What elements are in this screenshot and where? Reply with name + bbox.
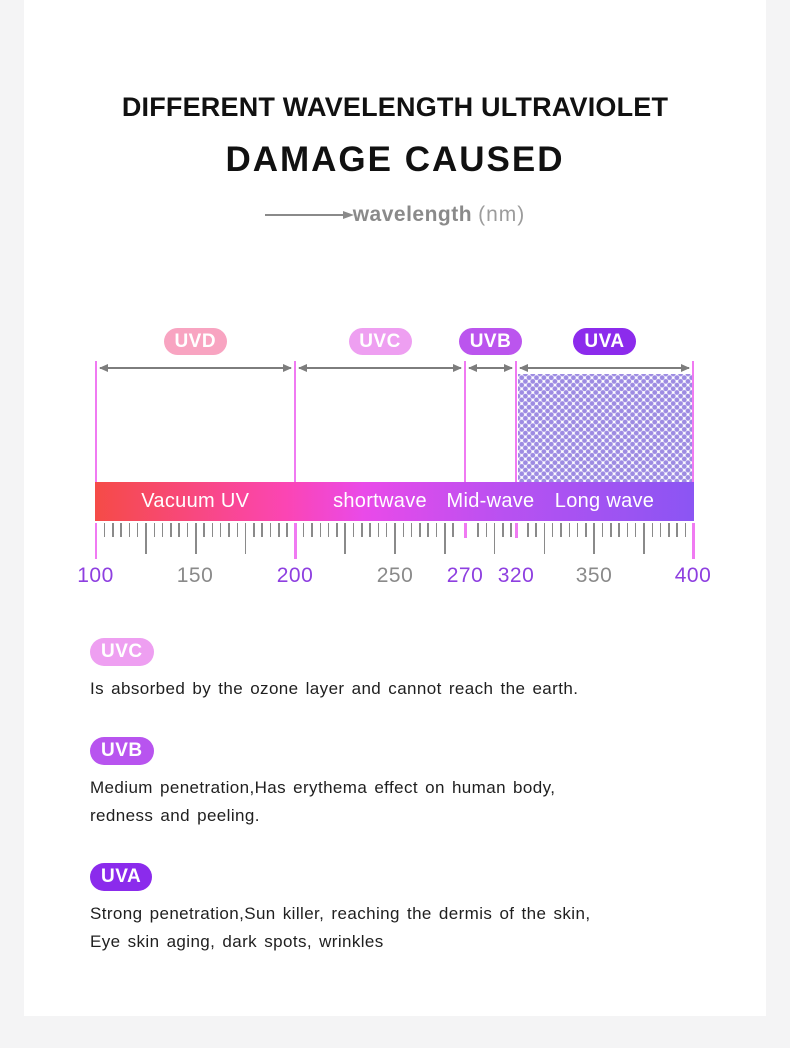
tick-label-270: 270 — [446, 564, 484, 587]
ruler-tick — [668, 523, 670, 537]
ruler-tick — [427, 523, 429, 537]
ruler-tick-100 — [95, 523, 98, 559]
range-arrow-uva — [520, 367, 689, 369]
ruler-tick — [652, 523, 654, 537]
ruler-tick — [336, 523, 338, 537]
ruler-tick — [162, 523, 164, 537]
tick-label-150: 150 — [176, 564, 214, 587]
ruler-tick — [602, 523, 604, 537]
ruler-tick — [560, 523, 562, 537]
ruler-tick — [344, 523, 346, 554]
ruler-tick — [593, 523, 595, 554]
ruler-tick — [278, 523, 280, 537]
uvb-description-line: Medium penetration,Has erythema effect on human body, — [90, 778, 556, 797]
uva-dotted-region — [518, 374, 692, 482]
ruler-tick — [361, 523, 363, 537]
uva-description-line: Eye skin aging, dark spots, wrinkles — [90, 932, 384, 951]
ruler-tick — [618, 523, 620, 537]
uva-description — [90, 900, 710, 956]
segment-label-uvd: Vacuum UV — [141, 490, 250, 512]
band-badge-uvb: UVB — [459, 328, 522, 355]
uvb-description-line: redness and peeling. — [90, 806, 260, 825]
axis-unit: (nm) — [478, 203, 526, 226]
tick-label-200: 200 — [276, 564, 314, 587]
ruler-tick — [660, 523, 662, 537]
ruler-tick — [378, 523, 380, 537]
ruler-tick — [610, 523, 612, 537]
uvb-description — [90, 774, 710, 830]
tick-label-100: 100 — [77, 564, 114, 587]
tick-label-350: 350 — [575, 564, 613, 587]
ruler-tick — [303, 523, 305, 537]
ruler-tick-200 — [294, 523, 297, 559]
tick-label-250: 250 — [376, 564, 414, 587]
ruler-tick — [510, 523, 512, 537]
ruler-tick — [444, 523, 446, 554]
wavelength-caption — [0, 202, 790, 228]
ruler-tick — [261, 523, 263, 537]
ruler-tick — [411, 523, 413, 537]
uv-section-uvb — [90, 737, 710, 830]
ruler-tick — [311, 523, 313, 537]
ruler-tick — [245, 523, 247, 554]
band-badge-uvd: UVD — [164, 328, 227, 355]
right-arrow-icon — [265, 214, 345, 216]
uv-section-uvc — [90, 638, 710, 703]
ruler-tick — [394, 523, 396, 554]
ruler-tick-400 — [692, 523, 695, 559]
band-badge-uvc: UVC — [349, 328, 412, 355]
ruler-tick — [270, 523, 272, 537]
uva-description-line: Strong penetration,Sun killer, reaching the dermis of the skin, — [90, 904, 591, 923]
ruler-tick — [643, 523, 645, 554]
ruler-tick — [569, 523, 571, 537]
ruler-tick — [129, 523, 131, 537]
segment-label-uvc: shortwave — [333, 490, 427, 512]
ruler-tick — [494, 523, 496, 554]
band-badge-uva: UVA — [573, 328, 636, 355]
range-arrow-uvb — [469, 367, 512, 369]
ruler-tick — [452, 523, 454, 537]
ruler-tick — [104, 523, 106, 537]
uvb-badge: UVB — [90, 737, 154, 765]
ruler-tick — [237, 523, 239, 537]
uvc-description — [90, 675, 710, 703]
tick-label-400: 400 — [674, 564, 712, 587]
ruler-tick — [212, 523, 214, 537]
ruler-tick — [502, 523, 504, 537]
ruler-tick — [552, 523, 554, 537]
ruler-tick — [386, 523, 388, 537]
ruler-tick — [145, 523, 147, 554]
ruler-tick-320 — [515, 523, 518, 538]
axis-label: wavelength — [352, 203, 473, 226]
segment-label-uva: Long wave — [554, 490, 655, 512]
ruler-tick — [195, 523, 197, 554]
ruler-tick — [676, 523, 678, 537]
page-title-line1: DIFFERENT WAVELENGTH ULTRAVIOLET — [121, 92, 669, 122]
ruler-tick — [353, 523, 355, 537]
ruler-tick — [535, 523, 537, 537]
ruler-tick — [527, 523, 529, 537]
segment-label-uvb: Mid-wave — [446, 490, 535, 512]
ruler-tick — [369, 523, 371, 537]
tick-label-320: 320 — [497, 564, 535, 587]
ruler-tick — [436, 523, 438, 537]
ruler-tick — [419, 523, 421, 537]
ruler-tick — [228, 523, 230, 537]
ruler-tick — [137, 523, 139, 537]
uvc-badge: UVC — [90, 638, 154, 666]
ruler-tick — [403, 523, 405, 537]
ruler-tick — [544, 523, 546, 554]
ruler-tick-270 — [464, 523, 467, 538]
ruler-tick — [627, 523, 629, 537]
uva-badge: UVA — [90, 863, 152, 891]
page-title-line2: DAMAGE CAUSED — [225, 140, 565, 179]
uvc-description-line: Is absorbed by the ozone layer and cannot reach the earth. — [90, 679, 579, 698]
ruler-tick — [203, 523, 205, 537]
ruler-tick — [170, 523, 172, 537]
ruler-tick — [585, 523, 587, 537]
ruler-tick — [187, 523, 189, 537]
ruler-tick — [120, 523, 122, 537]
range-arrow-uvd — [100, 367, 292, 369]
range-arrow-uvc — [299, 367, 461, 369]
ruler-tick — [635, 523, 637, 537]
ruler-tick — [486, 523, 488, 537]
ruler-tick — [220, 523, 222, 537]
ruler-tick — [286, 523, 288, 537]
ruler-tick — [178, 523, 180, 537]
ruler-tick — [577, 523, 579, 537]
ruler-tick — [320, 523, 322, 537]
ruler-tick — [477, 523, 479, 537]
ruler-tick — [154, 523, 156, 537]
ruler-tick — [685, 523, 687, 537]
ruler-tick — [328, 523, 330, 537]
uv-section-uva — [90, 863, 710, 956]
ruler-tick — [112, 523, 114, 537]
ruler-tick — [253, 523, 255, 537]
